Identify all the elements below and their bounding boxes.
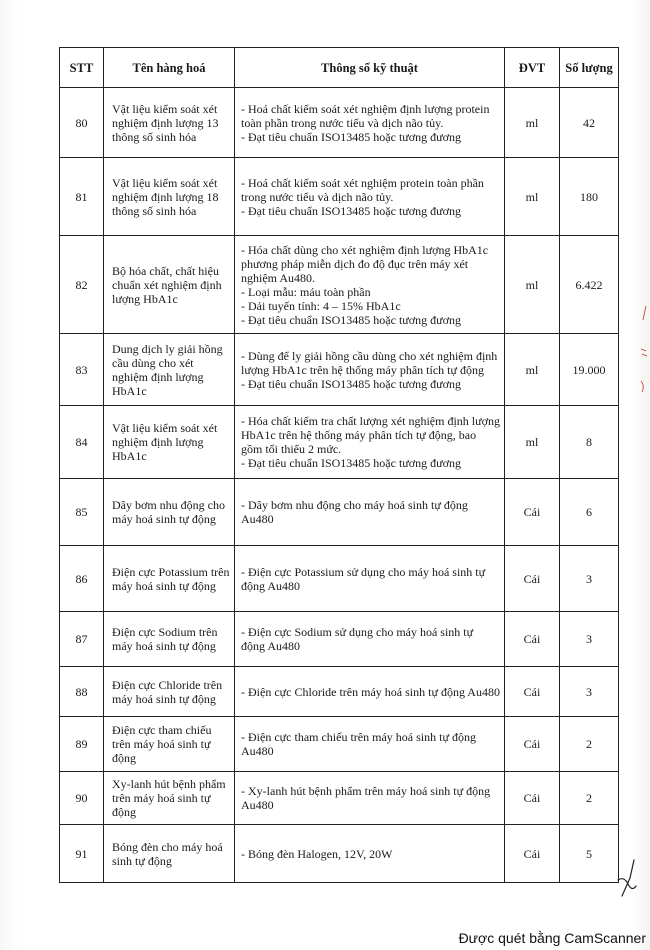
row-qty: 3 (560, 667, 619, 717)
row-qty: 180 (560, 158, 619, 236)
row-name: Dung dịch ly giải hồng cầu dùng cho xét nghiệm định lượng HbA1c (104, 334, 235, 406)
row-spec: - Hoá chất kiểm soát xét nghiệm định lượng protein toàn phần trong nước tiểu và dịch não tủy. - Đạt tiêu chuẩn ISO13485 hoặc tương đương (235, 88, 505, 158)
row-name: Điện cực tham chiếu trên máy hoá sinh tự động (104, 717, 235, 772)
row-unit: ml (505, 406, 560, 479)
row-unit: ml (505, 334, 560, 406)
row-spec: - Điện cực Potassium sử dụng cho máy hoá sinh tự động Au480 (235, 546, 505, 612)
initials-signature-icon (612, 858, 638, 898)
table-row (60, 667, 619, 717)
row-spec: - Hoá chất kiểm soát xét nghiệm protein toàn phần trong nước tiểu và dịch não tủy. - Đạt tiêu chuẩn ISO13485 hoặc tương đương (235, 158, 505, 236)
table-row (60, 236, 619, 334)
row-spec: - Hóa chất kiểm tra chất lượng xét nghiệm định lượng HbA1c trên hệ thống máy phân tích tự động, bao gồm tối thiểu 2 mức. - Đạt tiêu chuẩn ISO13485 hoặc tương đương (235, 406, 505, 479)
row-unit: Cái (505, 667, 560, 717)
row-qty: 2 (560, 772, 619, 825)
scanner-watermark: Được quét bằng CamScanner (458, 930, 646, 946)
row-spec: - Xy-lanh hút bệnh phẩm trên máy hoá sinh tự động Au480 (235, 772, 505, 825)
row-name: Điện cực Potassium trên máy hoá sinh tự động (104, 546, 235, 612)
table-row (60, 334, 619, 406)
row-qty: 3 (560, 612, 619, 667)
table-row (60, 88, 619, 158)
header-qty: Số lượng (560, 48, 619, 88)
row-stt: 90 (60, 772, 104, 825)
row-unit: ml (505, 158, 560, 236)
row-name: Vật liệu kiểm soát xét nghiệm định lượng HbA1c (104, 406, 235, 479)
row-name: Điện cực Sodium trên máy hoá sinh tự động (104, 612, 235, 667)
table-row (60, 406, 619, 479)
row-stt: 82 (60, 236, 104, 334)
margin-mark-icon (640, 345, 648, 361)
row-unit: Cái (505, 479, 560, 546)
row-unit: Cái (505, 825, 560, 883)
row-stt: 80 (60, 88, 104, 158)
row-name: Xy-lanh hút bệnh phẩm trên máy hoá sinh tự động (104, 772, 235, 825)
row-name: Điện cực Chloride trên máy hoá sinh tự động (104, 667, 235, 717)
row-qty: 6 (560, 479, 619, 546)
row-qty: 5 (560, 825, 619, 883)
row-name: Vật liệu kiểm soát xét nghiệm định lượng 18 thông số sinh hóa (104, 158, 235, 236)
row-stt: 91 (60, 825, 104, 883)
row-name: Bóng đèn cho máy hoá sinh tự động (104, 825, 235, 883)
row-spec: - Điện cực tham chiếu trên máy hoá sinh tự động Au480 (235, 717, 505, 772)
table-row (60, 158, 619, 236)
row-name: Dây bơm nhu động cho máy hoá sinh tự động (104, 479, 235, 546)
table-row (60, 717, 619, 772)
row-stt: 85 (60, 479, 104, 546)
row-spec: - Điện cực Chloride trên máy hoá sinh tự động Au480 (235, 667, 505, 717)
table-header-row (60, 48, 619, 88)
margin-mark-icon (640, 305, 648, 321)
row-unit: Cái (505, 612, 560, 667)
row-unit: Cái (505, 546, 560, 612)
row-spec: - Hóa chất dùng cho xét nghiệm định lượng HbA1c phương pháp miễn dịch đo độ đục trên máy xét nghiệm Au480. - Loại mẫu: máu toàn phần - Dải tuyến tính: 4 – 15% HbA1c - Đạt tiêu chuẩn ISO13485 hoặc tương đương (235, 236, 505, 334)
table-row (60, 772, 619, 825)
row-spec: - Bóng đèn Halogen, 12V, 20W (235, 825, 505, 883)
row-unit: Cái (505, 772, 560, 825)
row-qty: 2 (560, 717, 619, 772)
header-name: Tên hàng hoá (104, 48, 235, 88)
table-row (60, 479, 619, 546)
row-stt: 87 (60, 612, 104, 667)
row-spec: - Dùng để ly giải hồng cầu dùng cho xét nghiệm định lượng HbA1c trên hệ thống máy phân tích tự động - Đạt tiêu chuẩn ISO13485 hoặc tương đương (235, 334, 505, 406)
row-qty: 3 (560, 546, 619, 612)
row-qty: 42 (560, 88, 619, 158)
header-spec: Thông số kỹ thuật (235, 48, 505, 88)
row-qty: 6.422 (560, 236, 619, 334)
row-unit: Cái (505, 717, 560, 772)
row-qty: 19.000 (560, 334, 619, 406)
row-name: Vật liệu kiểm soát xét nghiệm định lượng 13 thông số sinh hóa (104, 88, 235, 158)
row-spec: - Điện cực Sodium sử dụng cho máy hoá sinh tự động Au480 (235, 612, 505, 667)
row-unit: ml (505, 88, 560, 158)
goods-table (59, 47, 619, 883)
row-qty: 8 (560, 406, 619, 479)
row-stt: 81 (60, 158, 104, 236)
row-stt: 88 (60, 667, 104, 717)
row-stt: 86 (60, 546, 104, 612)
row-unit: ml (505, 236, 560, 334)
header-unit: ĐVT (505, 48, 560, 88)
table-row (60, 612, 619, 667)
row-stt: 84 (60, 406, 104, 479)
header-stt: STT (60, 48, 104, 88)
row-stt: 89 (60, 717, 104, 772)
table-row (60, 825, 619, 883)
table-row (60, 546, 619, 612)
margin-mark-icon (640, 378, 648, 394)
row-name: Bộ hóa chất, chất hiệu chuẩn xét nghiệm định lượng HbA1c (104, 236, 235, 334)
row-spec: - Dây bơm nhu động cho máy hoá sinh tự động Au480 (235, 479, 505, 546)
row-stt: 83 (60, 334, 104, 406)
